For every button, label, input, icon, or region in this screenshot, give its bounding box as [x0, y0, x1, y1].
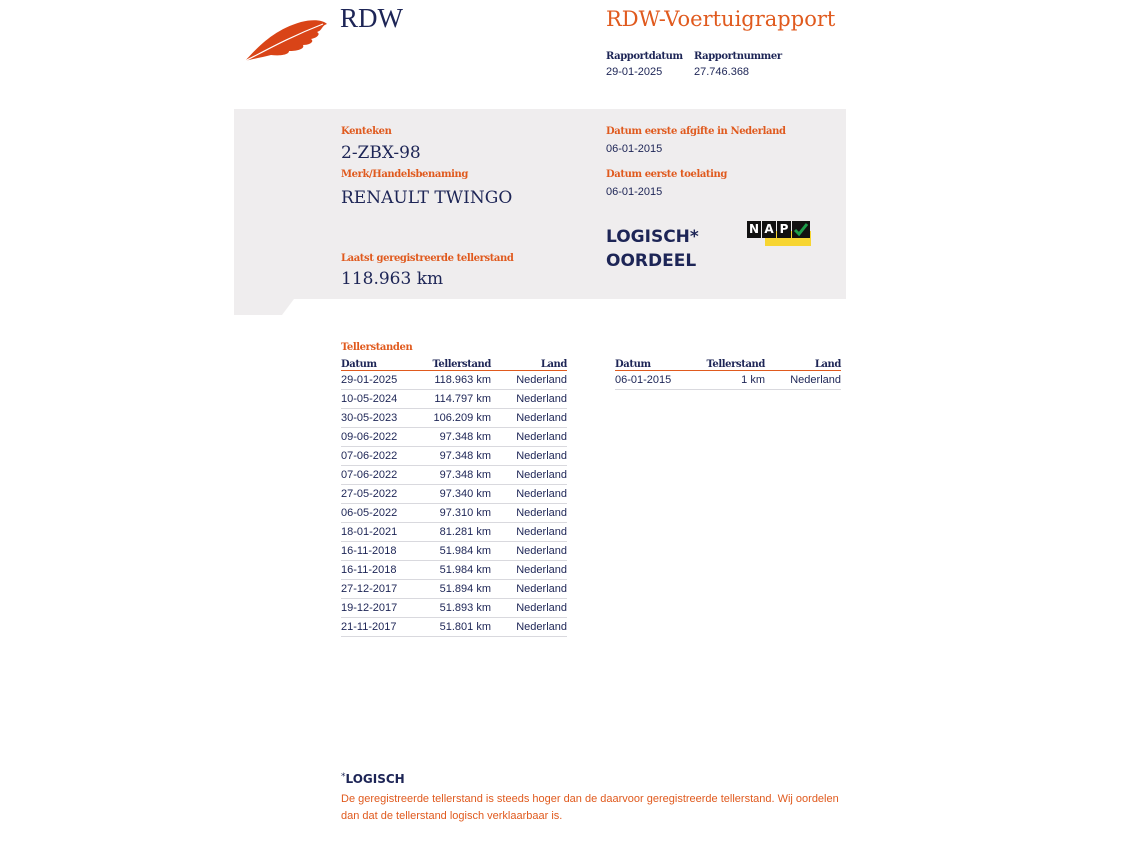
row-date: 07-06-2022	[341, 466, 413, 485]
footnote-title	[341, 772, 405, 786]
table-row	[341, 599, 567, 618]
table-row	[341, 447, 567, 466]
last-odometer-label: Laatst geregistreerde tellerstand	[341, 253, 514, 264]
row-km: 97.348 km	[413, 447, 491, 466]
rdw-logo-icon	[243, 18, 329, 64]
col-reading-header: Tellerstand	[687, 357, 765, 371]
row-date: 16-11-2018	[341, 561, 413, 580]
row-date: 27-05-2022	[341, 485, 413, 504]
nap-letter-a: A	[762, 221, 776, 238]
verdict-line2: OORDEEL	[606, 251, 697, 271]
first-registration-nl-value: 06-01-2015	[606, 143, 663, 155]
row-km: 51.984 km	[413, 542, 491, 561]
table-row	[341, 371, 567, 390]
row-km: 97.348 km	[413, 428, 491, 447]
table-row	[341, 561, 567, 580]
odometer-section-label: Tellerstanden	[341, 342, 413, 353]
odometer-table-left	[341, 357, 567, 637]
table-row	[341, 390, 567, 409]
verdict-line1: LOGISCH*	[606, 227, 699, 247]
table-row	[341, 542, 567, 561]
report-title: RDW-Voertuigrapport	[606, 7, 836, 31]
row-country: Nederland	[491, 542, 567, 561]
row-date: 06-01-2015	[615, 371, 687, 390]
make-label: Merk/Handelsbenaming	[341, 169, 469, 180]
first-admission-label: Datum eerste toelating	[606, 169, 727, 180]
report-number-label: Rapportnummer	[694, 51, 782, 62]
table-row	[615, 371, 841, 390]
row-date: 19-12-2017	[341, 599, 413, 618]
table-row	[341, 580, 567, 599]
make-value: RENAULT TWINGO	[341, 188, 513, 208]
table-row	[341, 409, 567, 428]
row-date: 29-01-2025	[341, 371, 413, 390]
row-country: Nederland	[491, 504, 567, 523]
row-km: 97.348 km	[413, 466, 491, 485]
row-country: Nederland	[765, 371, 841, 390]
row-km: 114.797 km	[413, 390, 491, 409]
col-country-header: Land	[765, 357, 841, 371]
col-date-header: Datum	[615, 357, 687, 371]
check-icon	[792, 221, 810, 238]
row-date: 06-05-2022	[341, 504, 413, 523]
row-country: Nederland	[491, 390, 567, 409]
col-country-header: Land	[491, 357, 567, 371]
plate-label: Kenteken	[341, 126, 392, 137]
row-country: Nederland	[491, 618, 567, 637]
report-date-label: Rapportdatum	[606, 51, 683, 62]
row-country: Nederland	[491, 409, 567, 428]
brand-name: RDW	[340, 3, 403, 33]
odometer-table-right	[615, 357, 841, 390]
row-km: 106.209 km	[413, 409, 491, 428]
row-date: 18-01-2021	[341, 523, 413, 542]
row-km: 51.893 km	[413, 599, 491, 618]
row-date: 30-05-2023	[341, 409, 413, 428]
row-km: 51.801 km	[413, 618, 491, 637]
last-odometer-value: 118.963 km	[341, 269, 444, 289]
nap-logo-icon	[747, 221, 813, 247]
row-country: Nederland	[491, 599, 567, 618]
col-date-header: Datum	[341, 357, 413, 371]
row-date: 16-11-2018	[341, 542, 413, 561]
row-country: Nederland	[491, 371, 567, 390]
footnote-title-text: LOGISCH	[345, 772, 405, 786]
row-date: 07-06-2022	[341, 447, 413, 466]
row-km: 81.281 km	[413, 523, 491, 542]
plate-value: 2-ZBX-98	[341, 143, 421, 163]
row-km: 51.984 km	[413, 561, 491, 580]
row-country: Nederland	[491, 580, 567, 599]
table-row	[341, 428, 567, 447]
row-date: 21-11-2017	[341, 618, 413, 637]
table-row	[341, 485, 567, 504]
report-number: 27.746.368	[694, 66, 750, 78]
row-country: Nederland	[491, 447, 567, 466]
row-km: 97.340 km	[413, 485, 491, 504]
row-km: 51.894 km	[413, 580, 491, 599]
row-date: 27-12-2017	[341, 580, 413, 599]
row-km: 118.963 km	[413, 371, 491, 390]
col-reading-header: Tellerstand	[413, 357, 491, 371]
nap-letter-p: P	[777, 221, 791, 238]
first-registration-nl-label: Datum eerste afgifte in Nederland	[606, 126, 786, 137]
vehicle-info-panel	[234, 109, 846, 315]
row-country: Nederland	[491, 561, 567, 580]
row-country: Nederland	[491, 428, 567, 447]
table-row	[341, 504, 567, 523]
table-row	[341, 523, 567, 542]
report-date: 29-01-2025	[606, 66, 663, 78]
row-country: Nederland	[491, 466, 567, 485]
row-km: 97.310 km	[413, 504, 491, 523]
footnote-asterisk: *	[341, 772, 346, 782]
row-country: Nederland	[491, 523, 567, 542]
nap-letter-n: N	[748, 222, 760, 236]
row-country: Nederland	[491, 485, 567, 504]
first-admission-value: 06-01-2015	[606, 186, 663, 198]
footnote-text: De geregistreerde tellerstand is steeds hoger dan de daarvoor geregistreerde tellerstand. Wij oordelen dan dat de tellerstand logisch verklaarbaar is.	[341, 793, 839, 822]
row-km: 1 km	[687, 371, 765, 390]
table-row	[341, 618, 567, 637]
table-row	[341, 466, 567, 485]
row-date: 10-05-2024	[341, 390, 413, 409]
row-date: 09-06-2022	[341, 428, 413, 447]
